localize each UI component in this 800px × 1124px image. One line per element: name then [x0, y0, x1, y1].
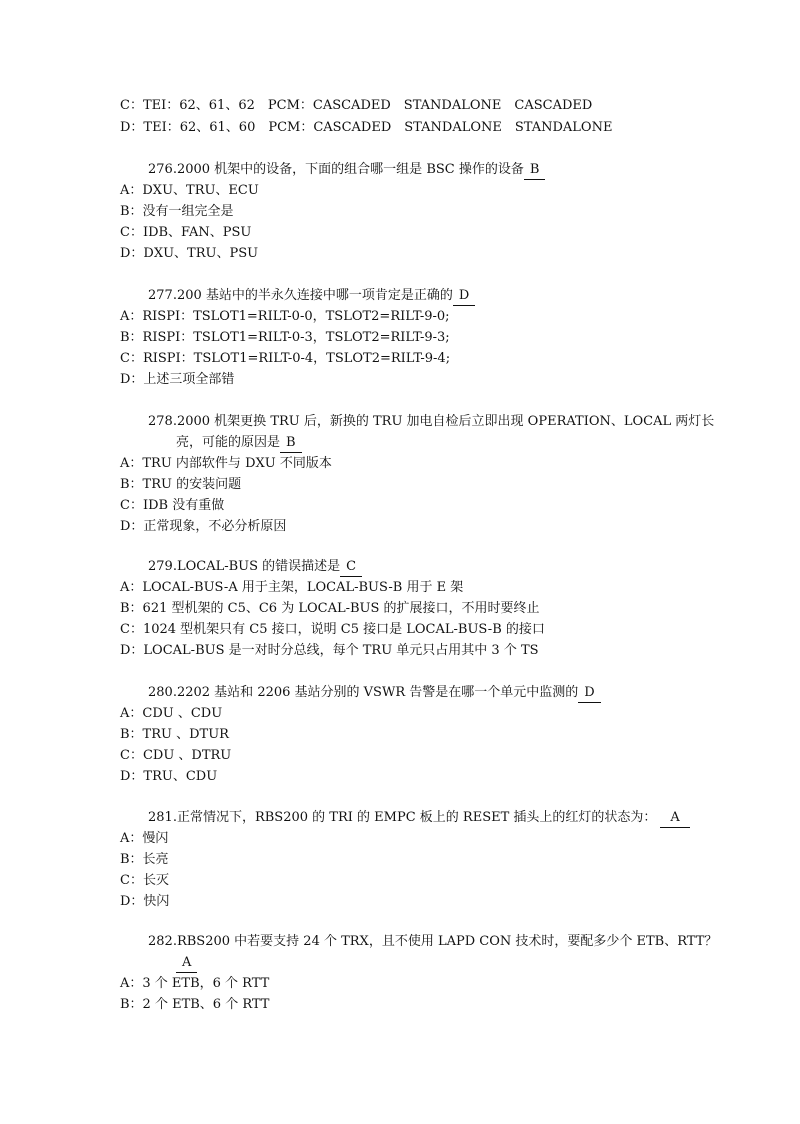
answer-blank: D	[453, 287, 475, 306]
question-number: 282	[148, 934, 173, 949]
option-line: D：快闪	[120, 894, 170, 909]
option-line: D：上述三项全部错	[120, 372, 235, 387]
option-line: B：2 个 ETB、6 个 RTT	[120, 997, 270, 1012]
option-line: B：RISPI：TSLOT1=RILT-0-3，TSLOT2=RILT-9-3;	[120, 330, 450, 345]
question-276: 276.2000 机架中的设备，下面的组合哪一组是 BSC 操作的设备 B	[148, 161, 545, 180]
option-line: C：长灭	[120, 873, 169, 888]
question-text: 200 基站中的半永久连接中哪一项肯定是正确的	[176, 288, 453, 303]
question-278: 278.2000 机架更换 TRU 后，新换的 TRU 加电自检后立即出现 OPERATION、LOCAL 两灯长	[148, 414, 715, 429]
answer-blank: B	[524, 161, 546, 180]
question-279: 279.LOCAL-BUS 的错误描述是 C	[148, 558, 362, 577]
question-text: 2000 机架更换 TRU 后，新换的 TRU 加电自检后立即出现 OPERATION、LOCAL 两灯长	[176, 414, 715, 429]
option-line: B：TRU 的安装问题	[120, 477, 242, 492]
answer-blank: C	[340, 558, 362, 577]
question-text: 2000 机架中的设备，下面的组合哪一组是 BSC 操作的设备	[176, 162, 524, 177]
option-line: C：TEI：62、61、62 PCM：CASCADED STANDALONE CASCADED	[120, 98, 593, 113]
question-282: 282.RBS200 中若要支持 24 个 TRX，且不使用 LAPD CON 技术时，要配多少个 ETB、RTT？	[148, 934, 718, 949]
option-line: A：3 个 ETB，6 个 RTT	[120, 976, 270, 991]
option-line: D：LOCAL-BUS 是一对时分总线，每个 TRU 单元只占用其中 3 个 TS	[120, 643, 539, 658]
question-282-continuation	[176, 954, 197, 973]
option-line: C：1024 型机架只有 C5 接口，说明 C5 接口是 LOCAL-BUS-B 的接口	[120, 622, 545, 637]
question-text: LOCAL-BUS 的错误描述是	[176, 559, 341, 574]
option-line: A：CDU 、CDU	[120, 706, 223, 721]
option-line: B：TRU 、DTUR	[120, 727, 229, 742]
question-number: 276	[148, 162, 173, 177]
option-line: A：DXU、TRU、ECU	[120, 183, 259, 198]
option-line: A：慢闪	[120, 831, 169, 846]
answer-blank: A	[176, 954, 197, 973]
question-277: 277.200 基站中的半永久连接中哪一项肯定是正确的 D	[148, 287, 475, 306]
question-text: 2202 基站和 2206 基站分别的 VSWR 告警是在哪一个单元中监测的	[176, 685, 579, 700]
option-line: C：IDB、FAN、PSU	[120, 225, 252, 240]
question-number: 278	[148, 414, 173, 429]
question-text: 正常情况下，RBS200 的 TRI 的 EMPC 板上的 RESET 插头上的红灯的状态为：	[176, 810, 657, 825]
option-line: B：621 型机架的 C5、C6 为 LOCAL-BUS 的扩展接口，不用时要终止	[120, 601, 540, 616]
option-line: A：TRU 内部软件与 DXU 不同版本	[120, 456, 332, 471]
question-281: 281.正常情况下，RBS200 的 TRI 的 EMPC 板上的 RESET 插头上的红灯的状态为： A	[148, 809, 690, 828]
option-line: B：没有一组完全是	[120, 204, 234, 219]
option-line: C：IDB 没有重做	[120, 498, 225, 513]
option-line: D：TEI：62、61、60 PCM：CASCADED STANDALONE STANDALONE	[120, 120, 613, 135]
question-number: 280	[148, 685, 173, 700]
question-text: 亮，可能的原因是	[176, 435, 281, 450]
answer-blank: B	[280, 434, 302, 453]
question-number: 281	[148, 810, 173, 825]
option-line: A：RISPI：TSLOT1=RILT-0-0，TSLOT2=RILT-9-0;	[120, 309, 450, 324]
answer-blank: A	[660, 809, 689, 828]
question-text: RBS200 中若要支持 24 个 TRX，且不使用 LAPD CON 技术时，要配多少个 ETB、RTT？	[176, 934, 718, 949]
question-number: 279	[148, 559, 173, 574]
option-line: C：RISPI：TSLOT1=RILT-0-4，TSLOT2=RILT-9-4;	[120, 351, 451, 366]
answer-blank: D	[578, 684, 600, 703]
option-line: A：LOCAL-BUS-A 用于主架，LOCAL-BUS-B 用于 E 架	[120, 580, 464, 595]
question-278-continuation	[176, 434, 302, 453]
option-line: D：正常现象，不必分析原因	[120, 519, 287, 534]
option-line: D：TRU、CDU	[120, 769, 218, 784]
question-280: 280.2202 基站和 2206 基站分别的 VSWR 告警是在哪一个单元中监测的 D	[148, 684, 601, 703]
option-line: C：CDU 、DTRU	[120, 748, 232, 763]
option-line: B：长亮	[120, 852, 169, 867]
option-line: D：DXU、TRU、PSU	[120, 246, 259, 261]
question-number: 277	[148, 288, 173, 303]
